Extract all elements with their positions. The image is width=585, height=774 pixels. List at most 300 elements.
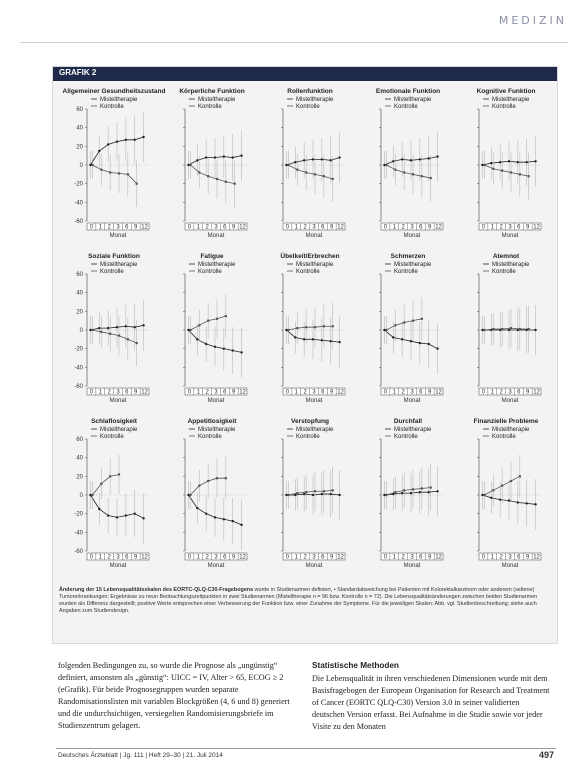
x-tick-label: 3 bbox=[116, 389, 120, 396]
x-tick-label: 2 bbox=[205, 389, 209, 396]
data-point bbox=[205, 512, 207, 514]
series-line bbox=[190, 165, 234, 184]
x-tick-label: 12 bbox=[435, 554, 442, 561]
x-tick-label: 6 bbox=[223, 224, 227, 231]
data-point bbox=[296, 169, 298, 171]
caption-bold: Änderung der 15 Lebensqualitätsskalen des EORTC-QLQ-C30-Fragebogens bbox=[59, 587, 254, 593]
data-point bbox=[481, 164, 483, 166]
x-tick-label: 1 bbox=[98, 554, 102, 561]
y-tick-label: 40 bbox=[76, 125, 83, 132]
x-tick-label: 2 bbox=[499, 554, 503, 561]
series-line bbox=[484, 165, 528, 176]
x-tick-label: 2 bbox=[205, 554, 209, 561]
data-point bbox=[401, 158, 403, 160]
data-point bbox=[189, 494, 191, 496]
y-tick-label: 40 bbox=[76, 290, 83, 297]
x-tick-label: 0 bbox=[285, 224, 290, 231]
x-tick-label: 1 bbox=[392, 554, 396, 561]
data-point bbox=[501, 328, 503, 330]
x-tick-label: 1 bbox=[490, 224, 494, 231]
data-point bbox=[330, 159, 332, 161]
y-tick-label: -60 bbox=[74, 219, 83, 225]
x-tick-label: 0 bbox=[187, 389, 192, 396]
x-tick-label: 1 bbox=[196, 389, 200, 396]
chart-panel bbox=[477, 88, 541, 239]
data-point bbox=[314, 326, 316, 328]
legend-label: Misteltherapie bbox=[198, 262, 236, 268]
data-point bbox=[436, 155, 438, 157]
x-axis-label: Monat bbox=[403, 563, 421, 569]
legend-label: Kontrolle bbox=[492, 434, 516, 440]
data-point bbox=[394, 324, 396, 326]
data-point bbox=[483, 329, 485, 331]
data-point bbox=[385, 329, 387, 331]
x-axis-label: Monat bbox=[403, 398, 421, 404]
series-line bbox=[92, 165, 136, 184]
legend-label: Kontrolle bbox=[100, 269, 124, 275]
data-point bbox=[287, 494, 289, 496]
data-point bbox=[98, 150, 100, 152]
data-point bbox=[392, 160, 394, 162]
data-point bbox=[519, 328, 521, 330]
data-point bbox=[321, 339, 323, 341]
data-point bbox=[312, 158, 314, 160]
x-axis-label: Monat bbox=[207, 398, 225, 404]
x-tick-label: 6 bbox=[517, 224, 521, 231]
x-axis-label: Monat bbox=[305, 398, 323, 404]
y-tick-label: -20 bbox=[74, 346, 83, 353]
x-tick-label: 0 bbox=[89, 389, 94, 396]
data-point bbox=[207, 480, 209, 482]
x-tick-label: 12 bbox=[239, 389, 246, 396]
data-point bbox=[118, 473, 120, 475]
data-point bbox=[136, 183, 138, 185]
data-point bbox=[508, 160, 510, 162]
data-point bbox=[490, 497, 492, 499]
x-tick-label: 3 bbox=[410, 554, 414, 561]
data-point bbox=[383, 494, 385, 496]
data-point bbox=[214, 516, 216, 518]
data-point bbox=[223, 155, 225, 157]
data-point bbox=[332, 489, 334, 491]
y-tick-label: 40 bbox=[76, 455, 83, 462]
data-point bbox=[385, 494, 387, 496]
data-point bbox=[419, 342, 421, 344]
data-point bbox=[410, 159, 412, 161]
data-point bbox=[526, 502, 528, 504]
data-point bbox=[410, 492, 412, 494]
x-tick-label: 2 bbox=[107, 389, 111, 396]
legend-label: Misteltherapie bbox=[492, 97, 530, 103]
data-point bbox=[125, 139, 127, 141]
y-tick-label: -40 bbox=[74, 365, 83, 372]
x-tick-label: 2 bbox=[401, 554, 405, 561]
data-point bbox=[492, 168, 494, 170]
x-tick-label: 6 bbox=[419, 224, 423, 231]
x-tick-label: 3 bbox=[312, 224, 316, 231]
legend-label: Kontrolle bbox=[394, 434, 418, 440]
data-point bbox=[534, 160, 536, 162]
data-point bbox=[492, 489, 494, 491]
data-point bbox=[294, 494, 296, 496]
chart-panel bbox=[281, 88, 345, 239]
x-tick-label: 3 bbox=[214, 554, 218, 561]
data-point bbox=[403, 321, 405, 323]
data-point bbox=[314, 173, 316, 175]
panel-title: Soziale Funktion bbox=[88, 253, 140, 260]
y-tick-label: 20 bbox=[76, 474, 83, 481]
chart-grid bbox=[53, 81, 557, 581]
x-tick-label: 0 bbox=[285, 554, 290, 561]
x-tick-label: 1 bbox=[392, 224, 396, 231]
data-point bbox=[136, 342, 138, 344]
data-point bbox=[125, 325, 127, 327]
data-point bbox=[421, 318, 423, 320]
x-tick-label: 12 bbox=[337, 224, 344, 231]
legend-label: Misteltherapie bbox=[492, 427, 530, 433]
x-tick-label: 1 bbox=[490, 554, 494, 561]
x-tick-label: 9 bbox=[526, 389, 530, 396]
x-tick-label: 2 bbox=[107, 554, 111, 561]
data-point bbox=[232, 156, 234, 158]
data-point bbox=[314, 490, 316, 492]
data-point bbox=[483, 494, 485, 496]
x-axis-label: Monat bbox=[305, 233, 323, 239]
x-tick-label: 1 bbox=[196, 554, 200, 561]
legend-label: Kontrolle bbox=[492, 269, 516, 275]
data-point bbox=[296, 492, 298, 494]
data-point bbox=[196, 507, 198, 509]
series-line bbox=[288, 326, 332, 330]
data-point bbox=[490, 162, 492, 164]
series-line bbox=[92, 330, 136, 343]
data-point bbox=[481, 494, 483, 496]
data-point bbox=[421, 175, 423, 177]
data-point bbox=[225, 477, 227, 479]
legend-label: Kontrolle bbox=[296, 269, 320, 275]
y-tick-label: 20 bbox=[76, 309, 83, 316]
x-tick-label: 12 bbox=[435, 224, 442, 231]
chart-panel bbox=[379, 253, 443, 404]
data-point bbox=[214, 346, 216, 348]
data-point bbox=[107, 143, 109, 145]
x-tick-label: 6 bbox=[517, 389, 521, 396]
x-tick-label: 1 bbox=[98, 389, 102, 396]
data-point bbox=[107, 327, 109, 329]
data-point bbox=[100, 483, 102, 485]
data-point bbox=[303, 493, 305, 495]
figure-header bbox=[53, 67, 557, 81]
data-point bbox=[109, 333, 111, 335]
data-point bbox=[303, 338, 305, 340]
data-point bbox=[240, 524, 242, 526]
y-tick-label: 20 bbox=[76, 144, 83, 151]
panel-title: Körperliche Funktion bbox=[179, 88, 245, 95]
data-point bbox=[287, 164, 289, 166]
data-point bbox=[116, 140, 118, 142]
legend-label: Kontrolle bbox=[198, 434, 222, 440]
data-point bbox=[508, 329, 510, 331]
x-tick-label: 3 bbox=[410, 389, 414, 396]
data-point bbox=[330, 493, 332, 495]
x-tick-label: 6 bbox=[125, 554, 129, 561]
chart-panel bbox=[63, 88, 166, 239]
y-tick-label: -40 bbox=[74, 200, 83, 207]
data-point bbox=[142, 517, 144, 519]
chart-panel bbox=[477, 253, 541, 404]
data-point bbox=[216, 318, 218, 320]
x-tick-label: 12 bbox=[533, 389, 540, 396]
x-axis-label: Monat bbox=[501, 563, 519, 569]
x-tick-label: 0 bbox=[187, 554, 192, 561]
x-axis-label: Monat bbox=[403, 233, 421, 239]
x-axis-label: Monat bbox=[207, 563, 225, 569]
data-point bbox=[207, 320, 209, 322]
x-tick-label: 6 bbox=[125, 389, 129, 396]
chart-panel bbox=[376, 88, 443, 239]
x-tick-label: 9 bbox=[428, 389, 432, 396]
x-axis-label: Monat bbox=[501, 398, 519, 404]
chart-panel bbox=[179, 88, 247, 239]
x-tick-label: 3 bbox=[116, 554, 120, 561]
data-point bbox=[118, 172, 120, 174]
panel-title: Allgemeiner Gesundheitszustand bbox=[62, 88, 166, 95]
legend-label: Misteltherapie bbox=[100, 427, 138, 433]
data-point bbox=[517, 161, 519, 163]
data-point bbox=[401, 492, 403, 494]
x-tick-label: 0 bbox=[89, 224, 94, 231]
data-point bbox=[198, 485, 200, 487]
data-point bbox=[517, 501, 519, 503]
x-tick-label: 9 bbox=[232, 554, 236, 561]
x-tick-label: 2 bbox=[401, 389, 405, 396]
chart-panel bbox=[74, 418, 149, 569]
legend-label: Kontrolle bbox=[296, 434, 320, 440]
chart-panel bbox=[183, 253, 247, 404]
series-line bbox=[386, 165, 430, 178]
chart-panel bbox=[280, 251, 345, 404]
data-point bbox=[394, 169, 396, 171]
data-point bbox=[526, 161, 528, 163]
data-point bbox=[305, 171, 307, 173]
x-tick-label: 2 bbox=[205, 224, 209, 231]
x-tick-label: 9 bbox=[330, 224, 334, 231]
data-point bbox=[196, 338, 198, 340]
y-tick-label: -40 bbox=[74, 530, 83, 537]
x-tick-label: 3 bbox=[508, 224, 512, 231]
data-point bbox=[232, 520, 234, 522]
legend-label: Kontrolle bbox=[492, 104, 516, 110]
legend-label: Misteltherapie bbox=[296, 262, 334, 268]
data-point bbox=[232, 349, 234, 351]
x-tick-label: 1 bbox=[392, 389, 396, 396]
data-point bbox=[483, 164, 485, 166]
legend-label: Kontrolle bbox=[198, 104, 222, 110]
x-tick-label: 9 bbox=[232, 224, 236, 231]
data-point bbox=[142, 324, 144, 326]
data-point bbox=[305, 491, 307, 493]
data-point bbox=[240, 154, 242, 156]
chart-panel bbox=[379, 418, 443, 569]
panel-title: Schlaflosigkeit bbox=[91, 418, 137, 425]
data-point bbox=[125, 514, 127, 516]
data-point bbox=[499, 161, 501, 163]
y-tick-label: -60 bbox=[74, 549, 83, 555]
data-point bbox=[127, 173, 129, 175]
legend-label: Misteltherapie bbox=[394, 262, 432, 268]
data-point bbox=[91, 164, 93, 166]
x-tick-label: 6 bbox=[223, 389, 227, 396]
data-point bbox=[436, 490, 438, 492]
data-point bbox=[412, 488, 414, 490]
x-tick-label: 12 bbox=[239, 224, 246, 231]
data-point bbox=[321, 493, 323, 495]
x-tick-label: 9 bbox=[134, 224, 138, 231]
y-tick-label: 0 bbox=[79, 328, 83, 334]
panel-title: Kognitive Funktion bbox=[476, 88, 536, 95]
legend-label: Kontrolle bbox=[100, 434, 124, 440]
data-point bbox=[510, 327, 512, 329]
data-point bbox=[285, 329, 287, 331]
data-point bbox=[403, 171, 405, 173]
data-point bbox=[109, 171, 111, 173]
data-point bbox=[296, 327, 298, 329]
x-tick-label: 12 bbox=[239, 554, 246, 561]
x-tick-label: 1 bbox=[294, 554, 298, 561]
data-point bbox=[428, 343, 430, 345]
journal-citation: Deutsches Ärzteblatt | Jg. 111 | Heft 29–30 | 21. Juli 2014 bbox=[58, 752, 223, 759]
data-point bbox=[127, 338, 129, 340]
data-point bbox=[205, 343, 207, 345]
x-tick-label: 12 bbox=[337, 554, 344, 561]
data-point bbox=[519, 475, 521, 477]
legend-label: Misteltherapie bbox=[100, 262, 138, 268]
paragraph: folgenden Bedingungen zu, so wurde die Prognose als „ungünstig“ definiert, ansonsten als „günstig“: UICC = IV, Alter > 65, ECOG ≥ 2 (eGrafik). Für beide Prognosegruppen wurden separate Randomisationslisten mit variablen Blockgrößen (4, 6 und 8) generiert und die undurchsichtigen, versiegelten Randomisierungsbriefe im Studienzentrum gelagert. bbox=[58, 661, 290, 730]
data-point bbox=[419, 491, 421, 493]
data-point bbox=[303, 159, 305, 161]
data-point bbox=[519, 173, 521, 175]
data-point bbox=[223, 518, 225, 520]
panel-title: Verstopfung bbox=[291, 418, 329, 425]
panel-title: Rollenfunktion bbox=[287, 88, 333, 95]
x-tick-label: 1 bbox=[98, 224, 102, 231]
x-tick-label: 1 bbox=[490, 389, 494, 396]
legend-label: Kontrolle bbox=[198, 269, 222, 275]
data-point bbox=[499, 498, 501, 500]
data-point bbox=[134, 326, 136, 328]
x-tick-label: 9 bbox=[428, 554, 432, 561]
page-header bbox=[20, 8, 568, 43]
x-tick-label: 3 bbox=[214, 224, 218, 231]
data-point bbox=[294, 336, 296, 338]
data-point bbox=[428, 491, 430, 493]
x-axis-label: Monat bbox=[109, 563, 127, 569]
legend-label: Misteltherapie bbox=[100, 97, 138, 103]
x-tick-label: 2 bbox=[401, 224, 405, 231]
data-point bbox=[508, 499, 510, 501]
legend-label: Kontrolle bbox=[394, 269, 418, 275]
x-tick-label: 2 bbox=[499, 389, 503, 396]
data-point bbox=[89, 494, 91, 496]
x-tick-label: 0 bbox=[383, 389, 388, 396]
y-tick-label: 60 bbox=[76, 272, 83, 278]
x-tick-label: 0 bbox=[383, 224, 388, 231]
x-tick-label: 12 bbox=[141, 389, 148, 396]
data-point bbox=[287, 329, 289, 331]
figure bbox=[52, 66, 558, 644]
data-point bbox=[528, 328, 530, 330]
data-point bbox=[214, 156, 216, 158]
data-point bbox=[89, 164, 91, 166]
x-tick-label: 6 bbox=[419, 554, 423, 561]
data-point bbox=[492, 328, 494, 330]
chart-panel bbox=[74, 253, 149, 404]
section-label: MEDIZIN bbox=[498, 14, 567, 27]
y-tick-label: -60 bbox=[74, 384, 83, 390]
x-tick-label: 6 bbox=[517, 554, 521, 561]
x-tick-label: 9 bbox=[232, 389, 236, 396]
data-point bbox=[205, 156, 207, 158]
data-point bbox=[323, 325, 325, 327]
data-point bbox=[189, 329, 191, 331]
x-tick-label: 0 bbox=[187, 224, 192, 231]
x-tick-label: 6 bbox=[321, 554, 325, 561]
data-point bbox=[338, 494, 340, 496]
x-tick-label: 12 bbox=[435, 389, 442, 396]
data-point bbox=[501, 485, 503, 487]
data-point bbox=[116, 516, 118, 518]
x-axis-label: Monat bbox=[109, 233, 127, 239]
legend-label: Misteltherapie bbox=[296, 427, 334, 433]
data-point bbox=[410, 340, 412, 342]
figure-label: GRAFIK 2 bbox=[59, 68, 97, 77]
legend-label: Kontrolle bbox=[296, 104, 320, 110]
x-tick-label: 2 bbox=[499, 224, 503, 231]
data-point bbox=[338, 341, 340, 343]
x-tick-label: 9 bbox=[330, 389, 334, 396]
data-point bbox=[100, 331, 102, 333]
legend-label: Misteltherapie bbox=[198, 427, 236, 433]
x-tick-label: 12 bbox=[141, 224, 148, 231]
x-tick-label: 6 bbox=[419, 389, 423, 396]
x-tick-label: 3 bbox=[116, 224, 120, 231]
data-point bbox=[240, 351, 242, 353]
page-number: 497 bbox=[538, 750, 554, 760]
x-tick-label: 0 bbox=[383, 554, 388, 561]
legend-label: Misteltherapie bbox=[198, 97, 236, 103]
data-point bbox=[118, 335, 120, 337]
section-heading: Statistische Methoden bbox=[312, 661, 399, 670]
series-line bbox=[92, 474, 119, 495]
x-tick-label: 3 bbox=[214, 389, 218, 396]
data-point bbox=[528, 175, 530, 177]
data-point bbox=[312, 338, 314, 340]
x-tick-label: 12 bbox=[533, 224, 540, 231]
data-point bbox=[107, 514, 109, 516]
x-tick-label: 0 bbox=[285, 389, 290, 396]
data-point bbox=[481, 329, 483, 331]
panel-title: Emotionale Funktion bbox=[375, 88, 441, 95]
x-tick-label: 0 bbox=[481, 389, 486, 396]
data-point bbox=[225, 181, 227, 183]
data-point bbox=[216, 477, 218, 479]
legend-label: Misteltherapie bbox=[296, 97, 334, 103]
data-point bbox=[142, 136, 144, 138]
data-point bbox=[394, 491, 396, 493]
figure-caption bbox=[59, 587, 549, 615]
data-point bbox=[216, 178, 218, 180]
x-axis-label: Monat bbox=[305, 563, 323, 569]
